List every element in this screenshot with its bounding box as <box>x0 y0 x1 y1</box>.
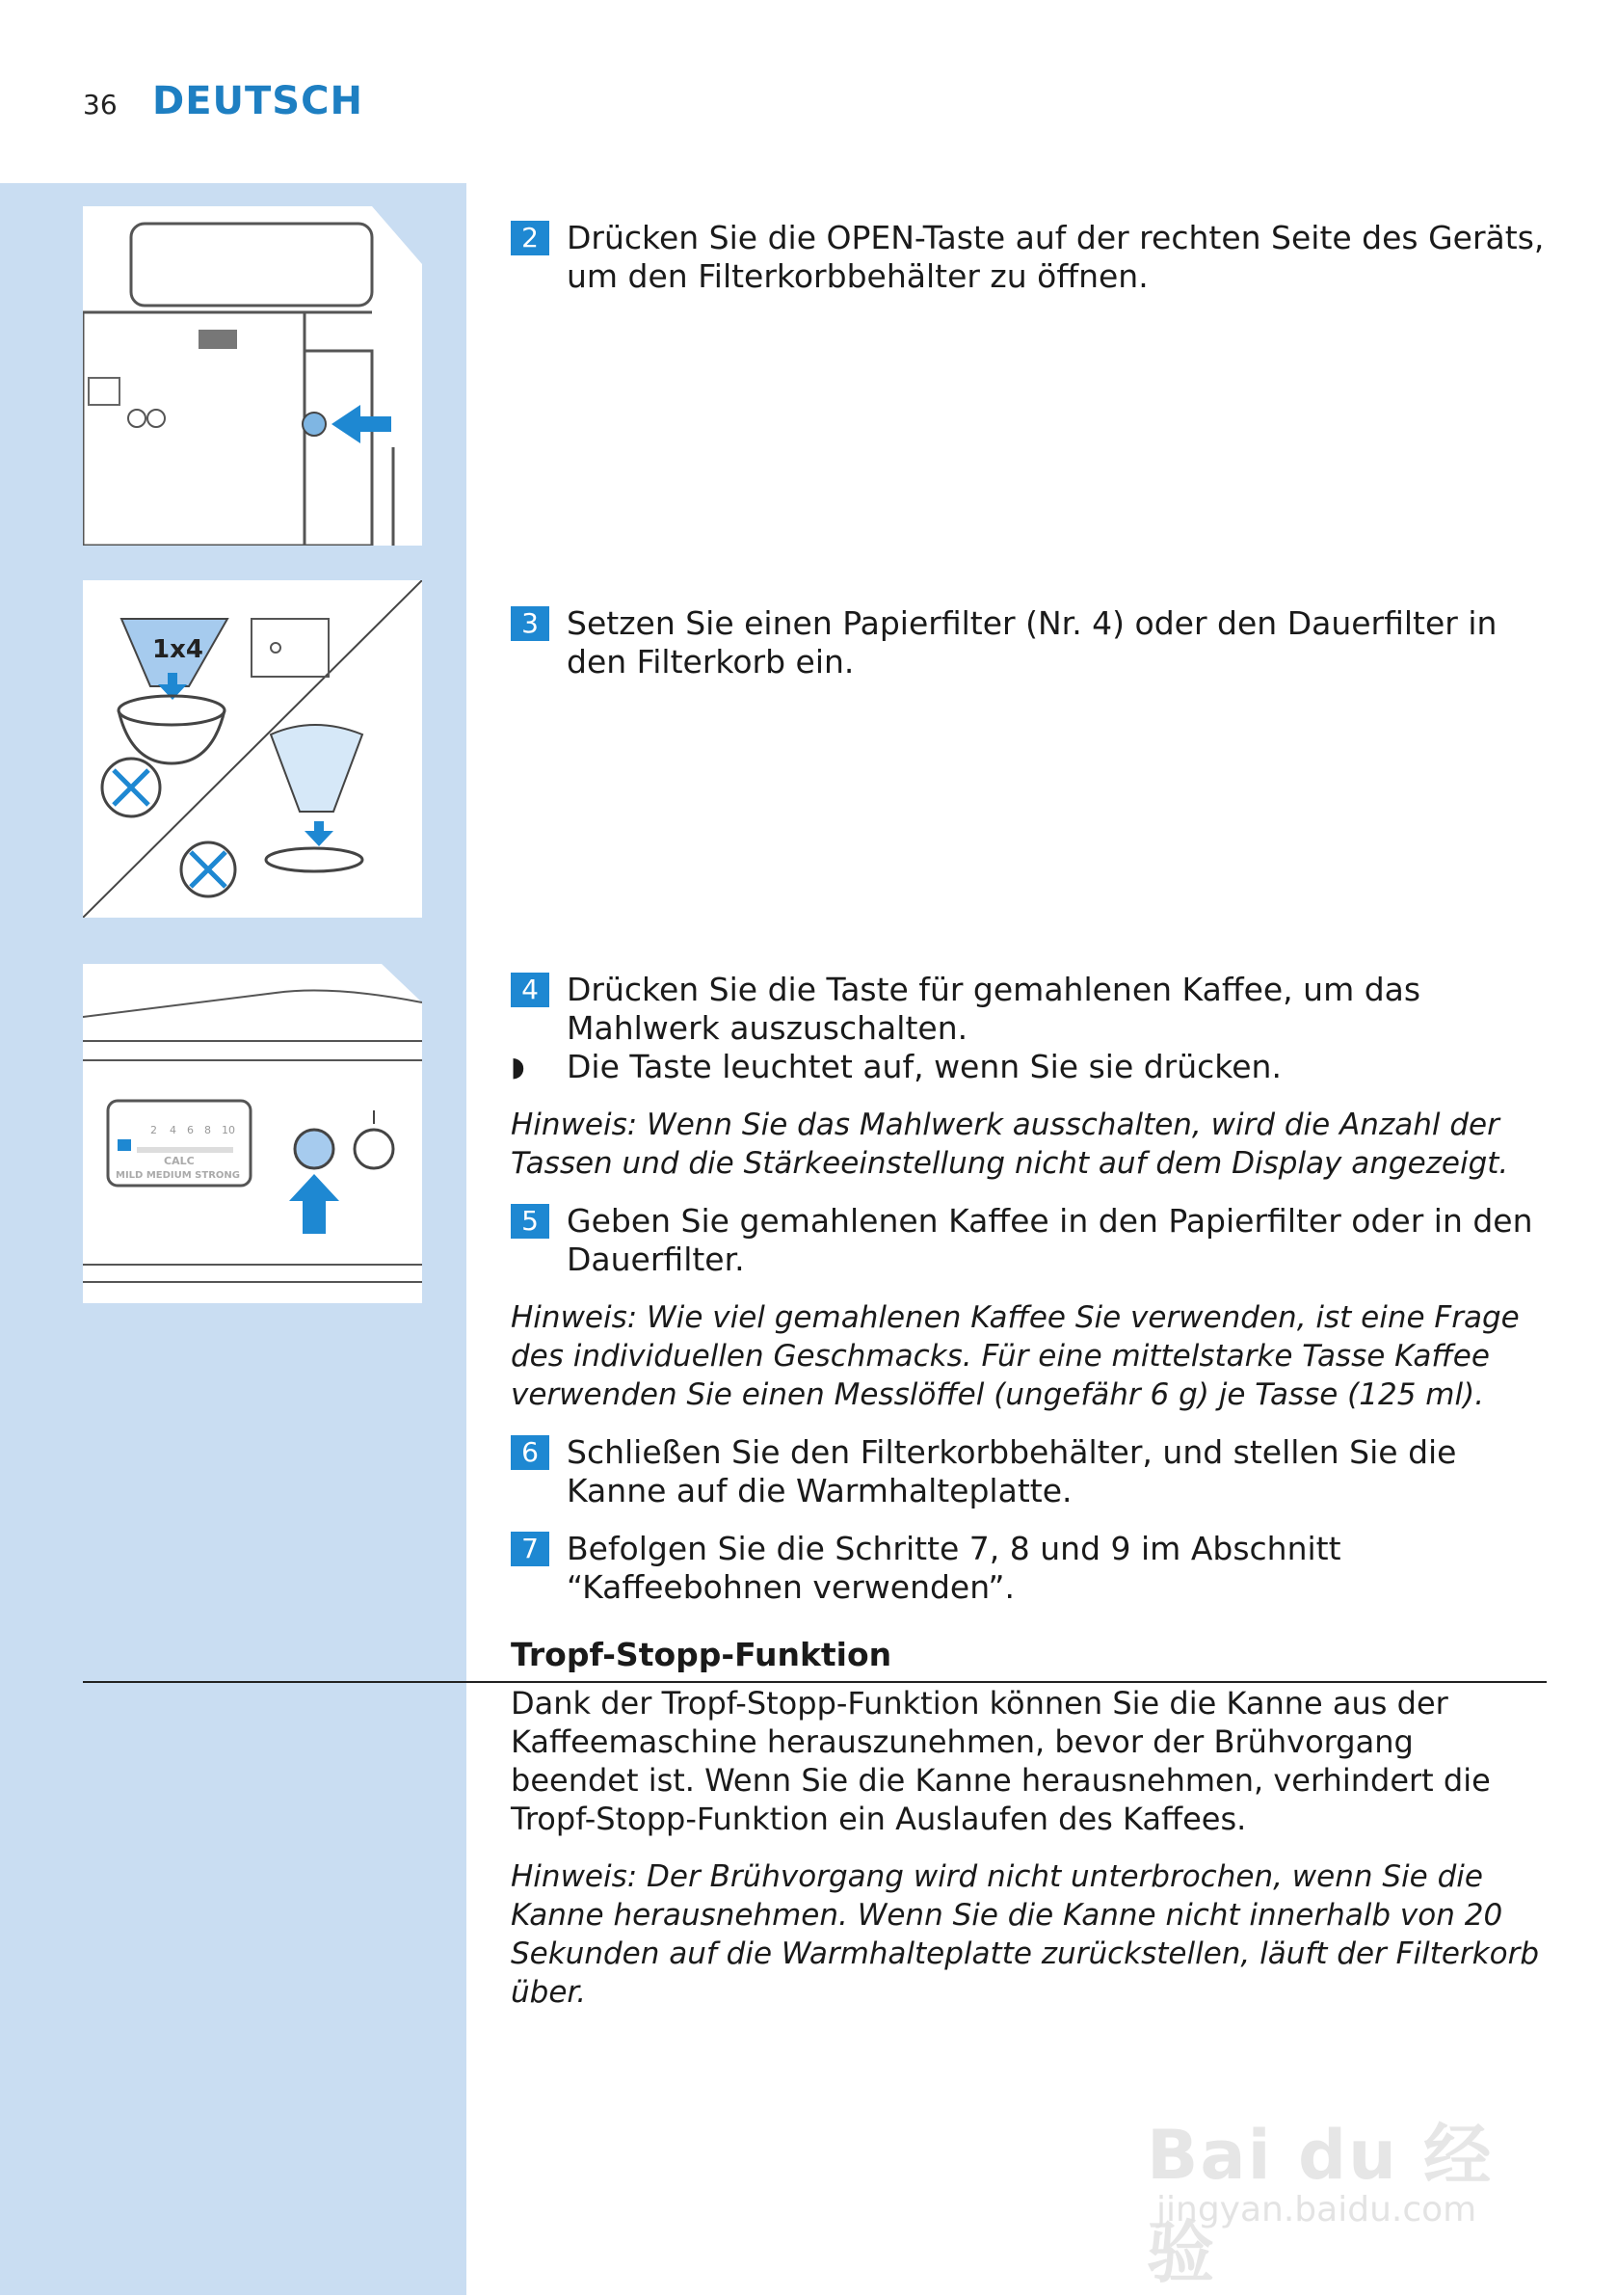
filter-size-label: 1x4 <box>152 635 203 664</box>
strength-label: MILD MEDIUM STRONG <box>116 1170 240 1181</box>
step-5 <box>511 1202 1547 1279</box>
watermark <box>1147 2072 1551 2292</box>
result-text: Die Taste leuchtet auf, wenn Sie sie drücken. <box>567 1048 1282 1085</box>
section-paragraph: Dank der Tropf-Stopp-Funktion können Sie die Kanne aus der Kaffeemaschine herauszunehmen, bevor der Brühvorgang beendet ist. Wenn Sie die Kanne herausnehmen, verhindert die Tropf-Stopp-Funktion ein Auslaufen des Kaffees. <box>511 1685 1491 1837</box>
scale-10: 10 <box>222 1124 235 1136</box>
watermark-url: jingyan.baidu.com <box>1156 2190 1477 2229</box>
section-divider <box>83 1681 1547 1683</box>
step-7 <box>511 1530 1547 1607</box>
step-text: Befolgen Sie die Schritte 7, 8 und 9 im Abschnitt “Kaffeebohnen verwenden”. <box>567 1530 1341 1606</box>
note-coffee-amount: Hinweis: Wie viel gemahlenen Kaffee Sie verwenden, ist eine Frage des individuellen Geschmacks. Für eine mittelstarke Tasse Kaffee verwenden Sie einen Messlöffel (ungefähr 6 g) je Tasse (125 ml). <box>511 1300 1520 1412</box>
scale-4: 4 <box>170 1124 176 1136</box>
step-text: Drücken Sie die Taste für gemahlenen Kaffee, um das Mahlwerk auszuschalten. <box>567 971 1421 1047</box>
step-text: Drücken Sie die OPEN-Taste auf der rechten Seite des Geräts, um den Filterkorbbehälter zu öffnen. <box>567 219 1545 295</box>
page-number: 36 <box>83 89 118 120</box>
language-title: DEUTSCH <box>152 79 363 123</box>
step-text: Geben Sie gemahlenen Kaffee in den Papierfilter oder in den Dauerfilter. <box>567 1202 1533 1278</box>
illustration-filter <box>83 580 422 918</box>
result-marker: ◗ <box>511 1051 525 1082</box>
note-drip-stop: Hinweis: Der Brühvorgang wird nicht unterbrochen, wenn Sie die Kanne herausnehmen. Wenn Sie die Kanne nicht innerhalb von 20 Sekunden auf die Warmhalteplatte zurückstellen, läuft der Filterkorb über. <box>511 1859 1540 2010</box>
scale-6: 6 <box>187 1124 194 1136</box>
step-number: 3 <box>511 606 549 641</box>
section-title: Tropf-Stopp-Funktion <box>511 1636 892 1673</box>
illustration-control-panel <box>83 964 422 1303</box>
calc-label: CALC <box>164 1155 195 1167</box>
step-4-result <box>511 1048 1547 1086</box>
scale-2: 2 <box>150 1124 157 1136</box>
step-2 <box>511 219 1547 296</box>
step-number: 7 <box>511 1532 549 1566</box>
step-text: Setzen Sie einen Papierfilter (Nr. 4) oder den Dauerfilter in den Filterkorb ein. <box>567 604 1498 681</box>
note-grinder: Hinweis: Wenn Sie das Mahlwerk ausschalten, wird die Anzahl der Tassen und die Stärkeeinstellung nicht auf dem Display angezeigt. <box>511 1108 1509 1181</box>
step-number: 5 <box>511 1204 549 1239</box>
watermark-logo: Bai du 经验 <box>1147 2116 1494 2292</box>
step-4 <box>511 971 1547 1048</box>
step-6 <box>511 1433 1547 1510</box>
step-number: 6 <box>511 1435 549 1470</box>
step-3 <box>511 604 1547 681</box>
step-number: 4 <box>511 973 549 1007</box>
step-text: Schließen Sie den Filterkorbbehälter, und stellen Sie die Kanne auf die Warmhalteplatte. <box>567 1433 1457 1509</box>
scale-8: 8 <box>204 1124 211 1136</box>
step-number: 2 <box>511 221 549 255</box>
illustration-open-button <box>83 206 422 546</box>
